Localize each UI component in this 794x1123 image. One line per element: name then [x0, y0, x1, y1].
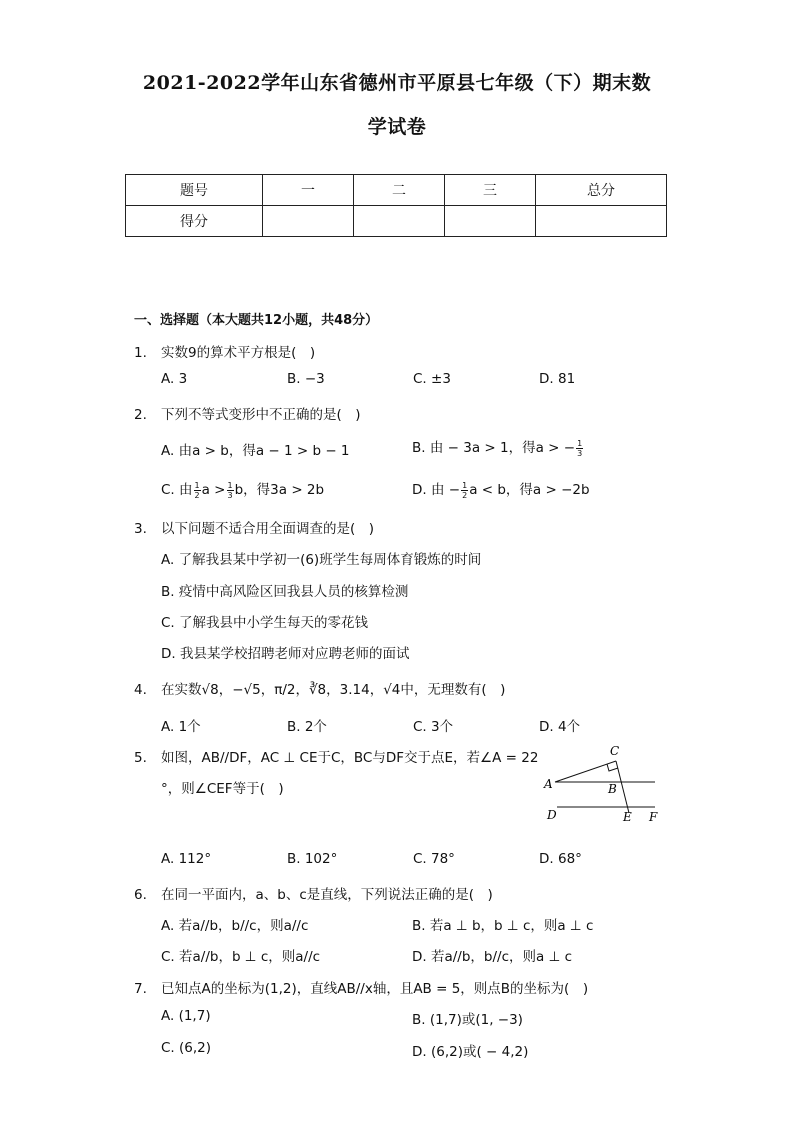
geometry-figure — [537, 740, 667, 828]
label-b: B — [608, 782, 617, 796]
score-header-cell: 三 — [445, 175, 536, 206]
option-a[interactable]: A. 3 — [161, 371, 188, 387]
option-a[interactable]: A. 由a > b，得a − 1 > b − 1 — [161, 443, 350, 459]
option-c[interactable]: C. (6,2) — [161, 1040, 212, 1056]
question-text: 实数9的算术平方根是( ) — [161, 345, 316, 361]
question-number: 2. — [134, 407, 147, 423]
question-1 — [134, 341, 315, 361]
option-c[interactable]: C. 3个 — [413, 719, 454, 735]
option-b[interactable]: B. 若a ⊥ b，b ⊥ c，则a ⊥ c — [412, 918, 594, 934]
question-number: 5. — [134, 750, 147, 766]
label-c: C — [610, 744, 620, 758]
option-b[interactable]: B. 102° — [287, 851, 338, 867]
question-text: 已知点A的坐标为(1,2)，直线AB//x轴，且AB = 5，则点B的坐标为( ) — [161, 981, 589, 997]
question-number: 7. — [134, 981, 147, 997]
option-d[interactable]: D. 若a//b，b//c，则a ⊥ c — [412, 949, 573, 965]
segment-ce — [616, 761, 629, 813]
score-header-cell: 题号 — [126, 175, 263, 206]
option-b[interactable]: B. −3 — [287, 371, 325, 387]
score-table — [125, 174, 667, 237]
fraction — [461, 481, 468, 500]
denominator: 3 — [227, 490, 233, 500]
numerator: 1 — [462, 480, 468, 490]
question-4 — [134, 678, 505, 698]
score-cell[interactable] — [354, 206, 445, 237]
label-a: A — [544, 777, 553, 791]
numerator: 1 — [194, 480, 200, 490]
question-5 — [134, 746, 538, 766]
option-a[interactable]: A. (1,7) — [161, 1008, 211, 1024]
score-cell[interactable] — [536, 206, 667, 237]
score-header-cell: 二 — [354, 175, 445, 206]
fraction — [227, 481, 234, 500]
label-d: D — [547, 808, 557, 822]
question-7 — [134, 977, 588, 997]
denominator: 2 — [462, 490, 468, 500]
option-text: b，得3a > 2b — [234, 482, 325, 498]
option-c[interactable]: C. 了解我县中小学生每天的零花钱 — [161, 615, 369, 631]
option-a[interactable]: A. 了解我县某中学初一(6)班学生每周体育锻炼的时间 — [161, 552, 482, 568]
question-text: 在同一平面内，a、b、c是直线，下列说法正确的是( ) — [161, 887, 493, 903]
score-cell[interactable] — [263, 206, 354, 237]
option-text: D. 由 − — [412, 482, 461, 498]
question-text: 如图，AB//DF，AC ⊥ CE于C，BC与DF交于点E，若∠A = 22 — [161, 750, 539, 766]
fraction — [194, 481, 201, 500]
question-text: 在实数√8，−√5，π/2，∛8，3.14，√4中，无理数有( ) — [161, 682, 506, 698]
question-3 — [134, 517, 374, 537]
page-title-cont: 学试卷 — [367, 116, 427, 138]
numerator: 1 — [227, 480, 233, 490]
question-number: 3. — [134, 521, 147, 537]
option-b[interactable] — [412, 436, 584, 458]
score-table-header-row — [126, 175, 667, 206]
question-number: 6. — [134, 887, 147, 903]
option-d[interactable]: D. 68° — [539, 851, 582, 867]
score-row-label: 得分 — [126, 206, 263, 237]
option-a[interactable]: A. 1个 — [161, 719, 201, 735]
option-c[interactable] — [161, 478, 324, 500]
section-heading: 一、选择题（本大题共12小题，共48分） — [134, 313, 379, 328]
numerator: 1 — [577, 438, 583, 448]
label-f: F — [649, 810, 658, 824]
option-text: B. 由 − 3a > 1，得a > − — [412, 440, 576, 456]
option-d[interactable]: D. 我县某学校招聘老师对应聘老师的面试 — [161, 646, 410, 662]
score-cell[interactable] — [445, 206, 536, 237]
denominator: 3 — [577, 448, 583, 458]
option-d[interactable]: D. (6,2)或( − 4,2) — [412, 1044, 529, 1060]
option-c[interactable]: C. ±3 — [413, 371, 451, 387]
question-5-cont: °，则∠CEF等于( ) — [161, 781, 284, 797]
option-d[interactable]: D. 81 — [539, 371, 576, 387]
denominator: 2 — [194, 490, 200, 500]
page-title: 2021-2022学年山东省德州市平原县七年级（下）期末数 — [142, 72, 652, 94]
question-number: 4. — [134, 682, 147, 698]
option-c[interactable]: C. 78° — [413, 851, 455, 867]
fraction — [576, 439, 583, 458]
option-b[interactable]: B. 疫情中高风险区回我县人员的核算检测 — [161, 584, 409, 600]
question-6 — [134, 883, 493, 903]
score-header-cell: 总分 — [536, 175, 667, 206]
question-text: 以下问题不适合用全面调查的是( ) — [161, 521, 375, 537]
option-text: C. 由 — [161, 482, 193, 498]
right-angle-mark — [607, 764, 618, 771]
question-2 — [134, 403, 361, 423]
score-table-row — [126, 206, 667, 237]
question-text: 下列不等式变形中不正确的是( ) — [161, 407, 361, 423]
option-d[interactable]: D. 4个 — [539, 719, 581, 735]
question-number: 1. — [134, 345, 147, 361]
option-b[interactable]: B. (1,7)或(1, −3) — [412, 1012, 523, 1028]
score-header-cell: 一 — [263, 175, 354, 206]
option-text: a > — [201, 482, 226, 498]
label-e: E — [623, 810, 632, 824]
option-b[interactable]: B. 2个 — [287, 719, 327, 735]
option-a[interactable]: A. 若a//b，b//c，则a//c — [161, 918, 309, 934]
option-c[interactable]: C. 若a//b，b ⊥ c，则a//c — [161, 949, 321, 965]
option-a[interactable]: A. 112° — [161, 851, 212, 867]
option-text: a < b，得a > −2b — [469, 482, 590, 498]
option-d[interactable] — [412, 478, 590, 500]
